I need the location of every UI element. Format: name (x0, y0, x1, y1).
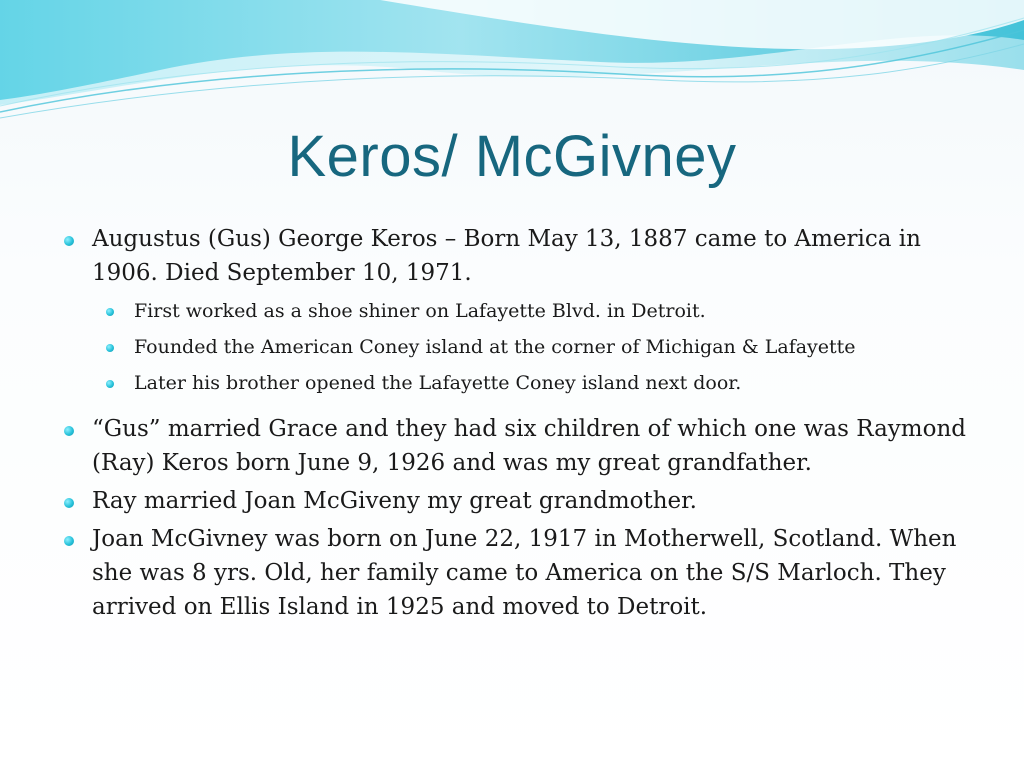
sub-bullet-text: Founded the American Coney island at the corner of Michigan & Lafayette (134, 336, 856, 358)
bullet-icon (64, 426, 74, 436)
sub-bullet-item (62, 370, 972, 396)
bullet-icon (64, 536, 74, 546)
bullet-list (62, 222, 972, 628)
bullet-icon (106, 308, 114, 316)
sub-bullet-item (62, 334, 972, 360)
bullet-text: Augustus (Gus) George Keros – Born May 13, 1887 came to America in 1906. Died September 10, 1971. (92, 226, 921, 286)
slide-title: Keros/ McGivney (287, 124, 737, 189)
bullet-text: Joan McGivney was born on June 22, 1917 in Motherwell, Scotland. When she was 8 yrs. Old, her family came to America on the S/S Marloch. They arrived on Ellis Island in 1925 and moved to Detroit. (92, 526, 957, 620)
bullet-text: Ray married Joan McGiveny my great grandmother. (92, 488, 697, 514)
bullet-item (62, 412, 972, 480)
bullet-icon (106, 344, 114, 352)
sub-bullet-text: First worked as a shoe shiner on Lafayette Blvd. in Detroit. (134, 300, 706, 322)
bullet-item (62, 484, 972, 518)
bullet-text: “Gus” married Grace and they had six children of which one was Raymond (Ray) Keros born June 9, 1926 and was my great grandfather. (92, 416, 966, 476)
bullet-item (62, 522, 972, 624)
sub-bullet-item (62, 298, 972, 324)
sub-bullet-text: Later his brother opened the Lafayette Coney island next door. (134, 372, 742, 394)
bullet-icon (64, 236, 74, 246)
bullet-icon (106, 380, 114, 388)
bullet-item (62, 222, 972, 290)
bullet-icon (64, 498, 74, 508)
wave-decoration (0, 0, 1024, 130)
